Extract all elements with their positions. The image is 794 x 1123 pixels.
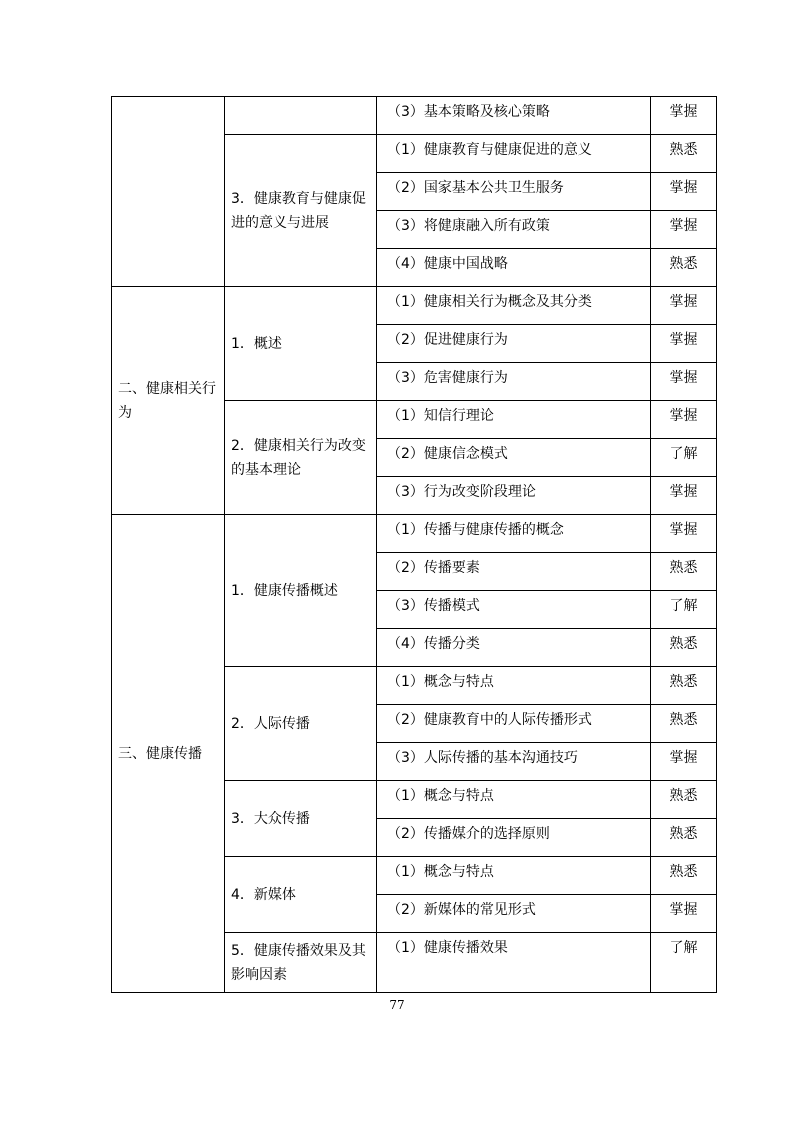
item-cell: （1）概念与特点 — [377, 781, 651, 819]
table-row — [112, 287, 717, 325]
level-cell: 掌握 — [651, 895, 717, 933]
level-cell: 掌握 — [651, 173, 717, 211]
item-cell: （3）行为改变阶段理论 — [377, 477, 651, 515]
level-cell: 了解 — [651, 933, 717, 993]
item-cell: （3）传播模式 — [377, 591, 651, 629]
item-cell: （1）概念与特点 — [377, 667, 651, 705]
level-cell: 掌握 — [651, 363, 717, 401]
level-cell: 熟悉 — [651, 629, 717, 667]
unit-cell: 三、健康传播 — [112, 515, 225, 993]
sub-cell: 2．人际传播 — [225, 667, 377, 781]
item-cell: （1）知信行理论 — [377, 401, 651, 439]
item-cell: （1）健康相关行为概念及其分类 — [377, 287, 651, 325]
unit-cell — [112, 97, 225, 287]
level-cell: 熟悉 — [651, 667, 717, 705]
page-number: 77 — [389, 998, 405, 1012]
level-cell: 掌握 — [651, 211, 717, 249]
item-cell: （2）促进健康行为 — [377, 325, 651, 363]
item-cell: （2）国家基本公共卫生服务 — [377, 173, 651, 211]
level-cell: 了解 — [651, 439, 717, 477]
level-cell: 熟悉 — [651, 819, 717, 857]
level-cell: 掌握 — [651, 515, 717, 553]
item-cell: （3）将健康融入所有政策 — [377, 211, 651, 249]
level-cell: 熟悉 — [651, 135, 717, 173]
item-cell: （4）健康中国战略 — [377, 249, 651, 287]
item-cell: （1）健康教育与健康促进的意义 — [377, 135, 651, 173]
level-cell: 熟悉 — [651, 705, 717, 743]
item-cell: （2）健康教育中的人际传播形式 — [377, 705, 651, 743]
item-cell: （4）传播分类 — [377, 629, 651, 667]
item-cell: （2）新媒体的常见形式 — [377, 895, 651, 933]
level-cell: 熟悉 — [651, 249, 717, 287]
sub-cell: 1．健康传播概述 — [225, 515, 377, 667]
item-cell: （3）基本策略及核心策略 — [377, 97, 651, 135]
item-cell: （2）传播媒介的选择原则 — [377, 819, 651, 857]
level-cell: 掌握 — [651, 477, 717, 515]
level-cell: 熟悉 — [651, 553, 717, 591]
table-row — [112, 97, 717, 135]
sub-cell: 5．健康传播效果及其影响因素 — [225, 933, 377, 993]
sub-cell: 4．新媒体 — [225, 857, 377, 933]
level-cell: 掌握 — [651, 287, 717, 325]
level-cell: 掌握 — [651, 401, 717, 439]
level-cell: 掌握 — [651, 743, 717, 781]
level-cell: 掌握 — [651, 97, 717, 135]
level-cell: 熟悉 — [651, 781, 717, 819]
sub-cell: 2．健康相关行为改变的基本理论 — [225, 401, 377, 515]
item-cell: （3）人际传播的基本沟通技巧 — [377, 743, 651, 781]
level-cell: 掌握 — [651, 325, 717, 363]
table-row — [112, 515, 717, 553]
sub-cell — [225, 97, 377, 135]
level-cell: 了解 — [651, 591, 717, 629]
sub-cell: 3．健康教育与健康促进的意义与进展 — [225, 135, 377, 287]
item-cell: （1）传播与健康传播的概念 — [377, 515, 651, 553]
item-cell: （1）健康传播效果 — [377, 933, 651, 993]
level-cell: 熟悉 — [651, 857, 717, 895]
item-cell: （2）传播要素 — [377, 553, 651, 591]
item-cell: （2）健康信念模式 — [377, 439, 651, 477]
item-cell: （3）危害健康行为 — [377, 363, 651, 401]
sub-cell: 3．大众传播 — [225, 781, 377, 857]
sub-cell: 1．概述 — [225, 287, 377, 401]
unit-cell: 二、健康相关行为 — [112, 287, 225, 515]
item-cell: （1）概念与特点 — [377, 857, 651, 895]
syllabus-table — [111, 96, 717, 993]
